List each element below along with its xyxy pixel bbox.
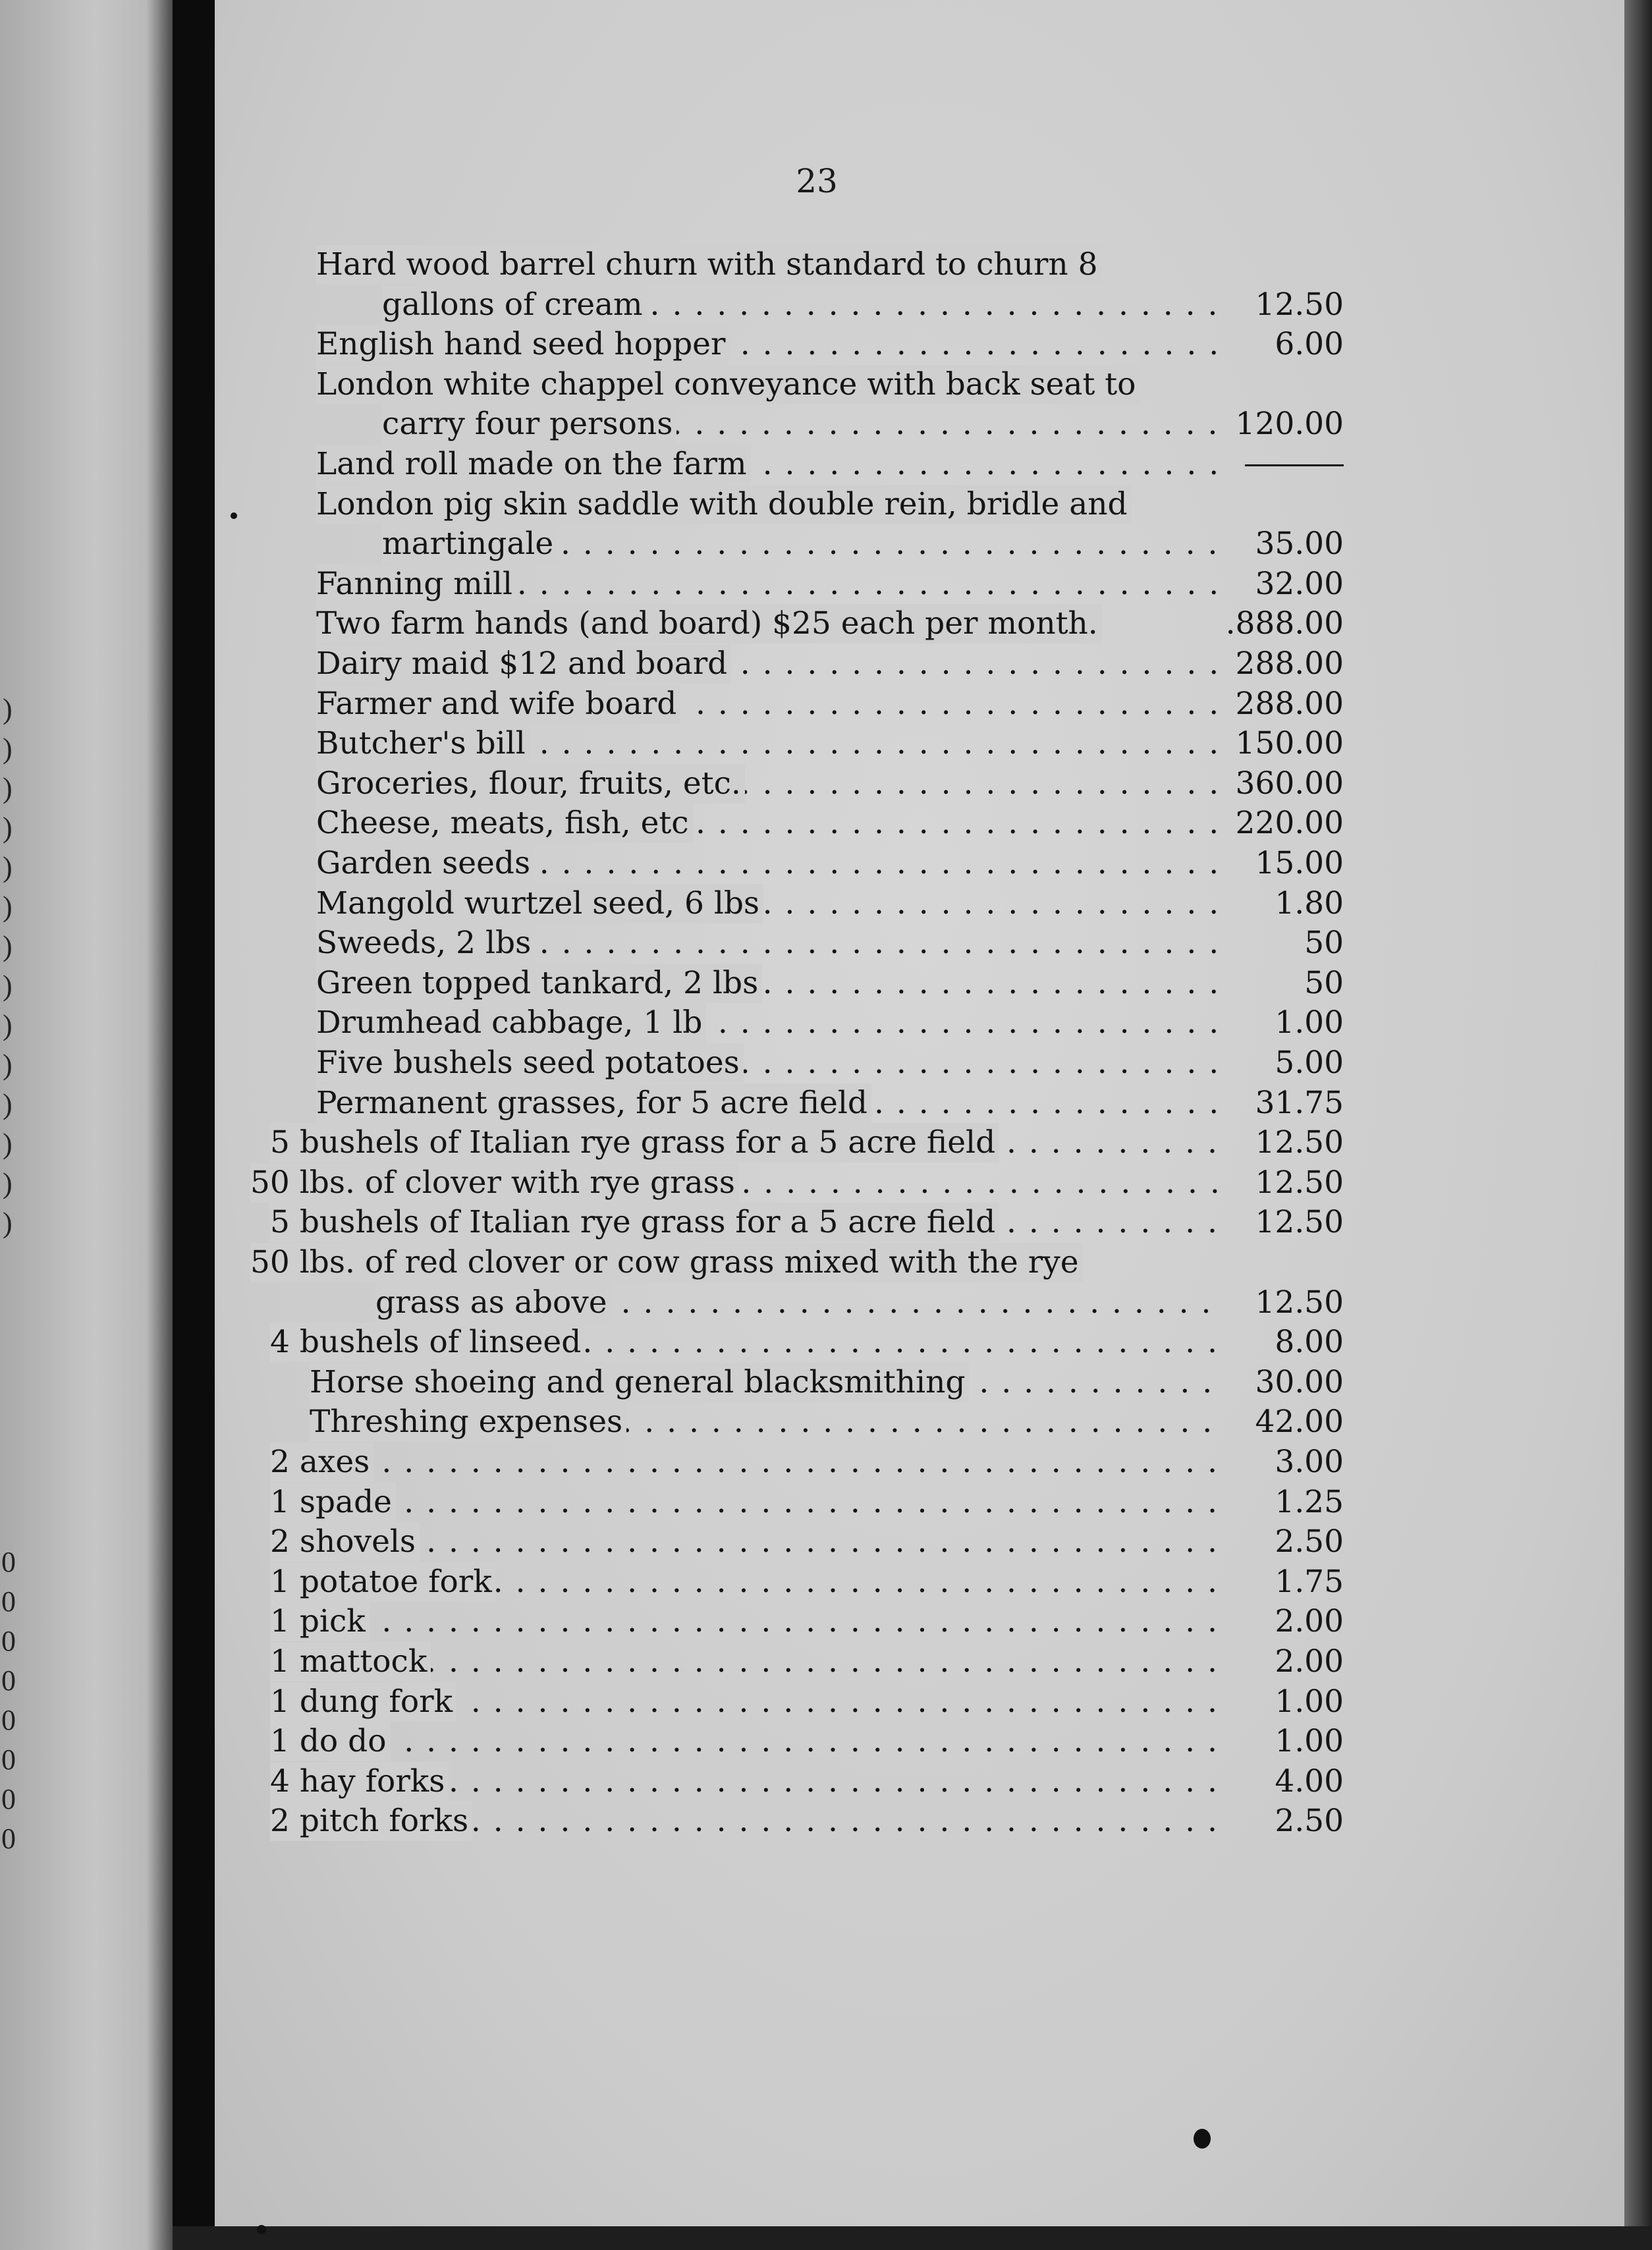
expense-item-label: 1 dung fork [270, 1682, 456, 1722]
expense-item-amount: 2.50 [1275, 1523, 1344, 1560]
bottom-page-edge [173, 2226, 1652, 2250]
expense-item-label: gallons of cream [382, 285, 647, 325]
expense-item-amount: 8.00 [1275, 1324, 1344, 1360]
expense-item-label: Permanent grasses, for 5 acre field [316, 1084, 871, 1123]
expense-item-label: Fanning mill [316, 564, 516, 604]
expense-row [310, 1402, 1344, 1442]
left-page-digit: ) [3, 772, 13, 804]
ink-speck [231, 512, 237, 519]
expense-row [375, 1283, 1344, 1323]
expense-item-label: Land roll made on the farm [316, 445, 751, 484]
expense-row [316, 325, 1344, 364]
expense-row [270, 1442, 1344, 1482]
expense-row [270, 1562, 1344, 1602]
expense-row [316, 844, 1344, 883]
left-page-digit: ) [3, 1009, 13, 1041]
left-page-digit: 0 [1, 1664, 16, 1697]
left-page-digit: ) [3, 1207, 13, 1239]
expense-item-amount: 50 [1304, 925, 1344, 961]
expense-item-label: Sweeds, 2 lbs [316, 923, 535, 963]
expense-item-amount: 288.00 [1235, 645, 1344, 682]
expense-row [316, 964, 1344, 1003]
expense-item-label: Butcher's bill [316, 724, 530, 763]
expense-row [316, 644, 1344, 684]
left-page-digit: ) [3, 732, 13, 765]
expense-row [316, 724, 1344, 763]
expense-item-amount: 220.00 [1235, 805, 1344, 841]
expense-row [270, 1602, 1344, 1641]
expense-item-amount: 1.75 [1275, 1564, 1344, 1600]
expense-item-amount: 32.00 [1255, 566, 1344, 602]
expense-item-label: 4 hay forks [270, 1762, 449, 1801]
expense-row [382, 404, 1344, 444]
expense-item-label: Cheese, meats, fish, etc [316, 804, 693, 843]
expense-row [316, 804, 1344, 843]
left-page-digit: ) [3, 970, 13, 1002]
expense-item-label: Drumhead cabbage, 1 lb [316, 1003, 706, 1043]
expense-row [270, 1203, 1344, 1242]
left-page-digit: ) [3, 693, 13, 725]
expense-row [270, 1801, 1344, 1841]
expense-item-label: 2 shovels [270, 1522, 420, 1562]
expense-item-amount: 360.00 [1235, 765, 1344, 802]
expense-row [316, 245, 1344, 285]
expense-item-amount: 50 [1304, 965, 1344, 1001]
left-page-digit: ) [3, 1088, 13, 1120]
expense-row [270, 1682, 1344, 1722]
left-page-digit: ) [3, 811, 13, 844]
expense-item-amount: 35.00 [1255, 526, 1344, 562]
expense-item-label: London pig skin saddle with double rein, bridle and [316, 485, 1132, 524]
expense-row [316, 485, 1344, 524]
expense-row [316, 1003, 1344, 1043]
expense-item-label: martingale [382, 524, 557, 564]
expense-row [270, 1762, 1344, 1801]
expense-item-label: Horse shoeing and general blacksmithing [310, 1363, 969, 1402]
left-page-digit: 0 [1, 1625, 16, 1657]
expense-item-amount: 12.50 [1255, 1165, 1344, 1201]
left-page-digit: ) [3, 1167, 13, 1199]
expense-row [316, 365, 1344, 404]
ink-speck [257, 2225, 266, 2234]
expense-item-label: English hand seed hopper [316, 325, 729, 364]
expense-row [316, 1043, 1344, 1083]
book-spine [173, 0, 215, 2250]
expense-row [316, 884, 1344, 923]
left-page-digit: 0 [1, 1546, 16, 1578]
left-page-digit: ) [3, 851, 13, 883]
left-page-digit: 0 [1, 1783, 16, 1815]
right-page-edge [1624, 0, 1652, 2250]
expense-item-amount: 12.50 [1255, 1284, 1344, 1321]
expense-item-amount: 2.50 [1275, 1803, 1344, 1839]
expense-item-label: Hard wood barrel churn with standard to churn 8 [316, 245, 1102, 285]
amount-dash [1245, 464, 1344, 466]
expense-item-amount: 1.00 [1275, 1723, 1344, 1759]
expense-item-label: 1 mattock [270, 1642, 431, 1682]
expense-item-amount: 3.00 [1275, 1444, 1344, 1480]
expense-item-label: 1 potatoe fork [270, 1562, 496, 1602]
left-page-digit: ) [3, 891, 13, 923]
expense-item-label: 2 axes [270, 1442, 373, 1482]
expense-item-amount: 1.00 [1275, 1004, 1344, 1041]
expense-item-amount: 30.00 [1255, 1364, 1344, 1400]
expense-row [310, 1363, 1344, 1402]
expense-item-label: carry four persons [382, 404, 676, 444]
expense-item-label: Two farm hands (and board) $25 each per month. [316, 604, 1102, 644]
expense-item-label: 4 bushels of linseed [270, 1323, 585, 1362]
left-page-digit: 0 [1, 1823, 16, 1855]
expense-item-label: 5 bushels of Italian rye grass for a 5 acre field [270, 1123, 999, 1163]
expense-item-amount: 12.50 [1255, 287, 1344, 323]
expense-row [270, 1123, 1344, 1163]
expense-item-amount: 15.00 [1255, 845, 1344, 881]
expense-item-label: Farmer and wife board [316, 684, 680, 724]
left-page-digit: ) [3, 1049, 13, 1081]
left-page-digit: 0 [1, 1585, 16, 1618]
expense-row [270, 1323, 1344, 1362]
expense-item-label: Mangold wurtzel seed, 6 lbs [316, 884, 763, 923]
expense-row [382, 524, 1344, 564]
expense-item-label: Green topped tankard, 2 lbs [316, 964, 762, 1003]
expense-row [316, 923, 1344, 963]
expense-item-amount: 1.00 [1275, 1684, 1344, 1720]
expense-item-label: Threshing expenses [310, 1402, 626, 1442]
expense-row [316, 445, 1344, 484]
expense-row [270, 1522, 1344, 1562]
page-number: 23 [796, 162, 838, 200]
expense-item-label: 2 pitch forks [270, 1801, 472, 1841]
expense-item-amount: 1.25 [1275, 1484, 1344, 1520]
expense-item-amount: 4.00 [1275, 1763, 1344, 1799]
expense-item-amount: 31.75 [1255, 1085, 1344, 1121]
expense-item-label: Five bushels seed potatoes [316, 1043, 744, 1083]
expense-row [250, 1163, 1344, 1203]
expense-item-label: 50 lbs. of clover with rye grass [250, 1163, 739, 1203]
expense-item-label: London white chappel conveyance with back seat to [316, 365, 1140, 404]
expense-item-label: Garden seeds [316, 844, 534, 883]
expense-item-label: 1 do do [270, 1722, 391, 1761]
expense-item-label: 1 pick [270, 1602, 370, 1641]
expense-item-amount: 2.00 [1275, 1643, 1344, 1680]
expense-row [316, 684, 1344, 724]
expense-item-amount: .888.00 [1225, 605, 1344, 642]
expense-item-amount: 120.00 [1235, 406, 1344, 442]
expense-row [316, 564, 1344, 604]
expense-item-amount: 2.00 [1275, 1603, 1344, 1639]
expense-row [316, 764, 1344, 804]
expense-row [250, 1243, 1344, 1282]
expense-item-label: 5 bushels of Italian rye grass for a 5 acre field [270, 1203, 999, 1242]
left-page-digit: ) [3, 930, 13, 962]
expense-item-amount: 6.00 [1275, 326, 1344, 362]
expense-item-label: Groceries, flour, fruits, etc. [316, 764, 745, 804]
expense-item-label: 1 spade [270, 1483, 396, 1522]
expense-row [316, 1084, 1344, 1123]
expense-item-label: 50 lbs. of red clover or cow grass mixed with the rye [250, 1243, 1083, 1282]
expense-item-amount: 42.00 [1255, 1404, 1344, 1440]
expense-item-amount: 5.00 [1275, 1045, 1344, 1081]
expense-row [270, 1483, 1344, 1522]
expense-item-amount: 288.00 [1235, 686, 1344, 722]
expense-item-amount: 12.50 [1255, 1204, 1344, 1240]
ink-speck [1194, 2129, 1211, 2149]
left-page-digit: 0 [1, 1743, 16, 1776]
expense-item-amount: 1.80 [1275, 885, 1344, 921]
left-page-edge [0, 0, 173, 2250]
left-page-digit: ) [3, 1128, 13, 1160]
expense-item-label: grass as above [375, 1283, 611, 1323]
expense-row [270, 1722, 1344, 1761]
expense-row [382, 285, 1344, 325]
expense-item-amount: 150.00 [1235, 725, 1344, 761]
expense-row [316, 604, 1344, 644]
expense-row [270, 1642, 1344, 1682]
expense-item-label: Dairy maid $12 and board [316, 644, 731, 684]
expense-item-amount: 12.50 [1255, 1124, 1344, 1161]
left-page-digit: 0 [1, 1704, 16, 1736]
